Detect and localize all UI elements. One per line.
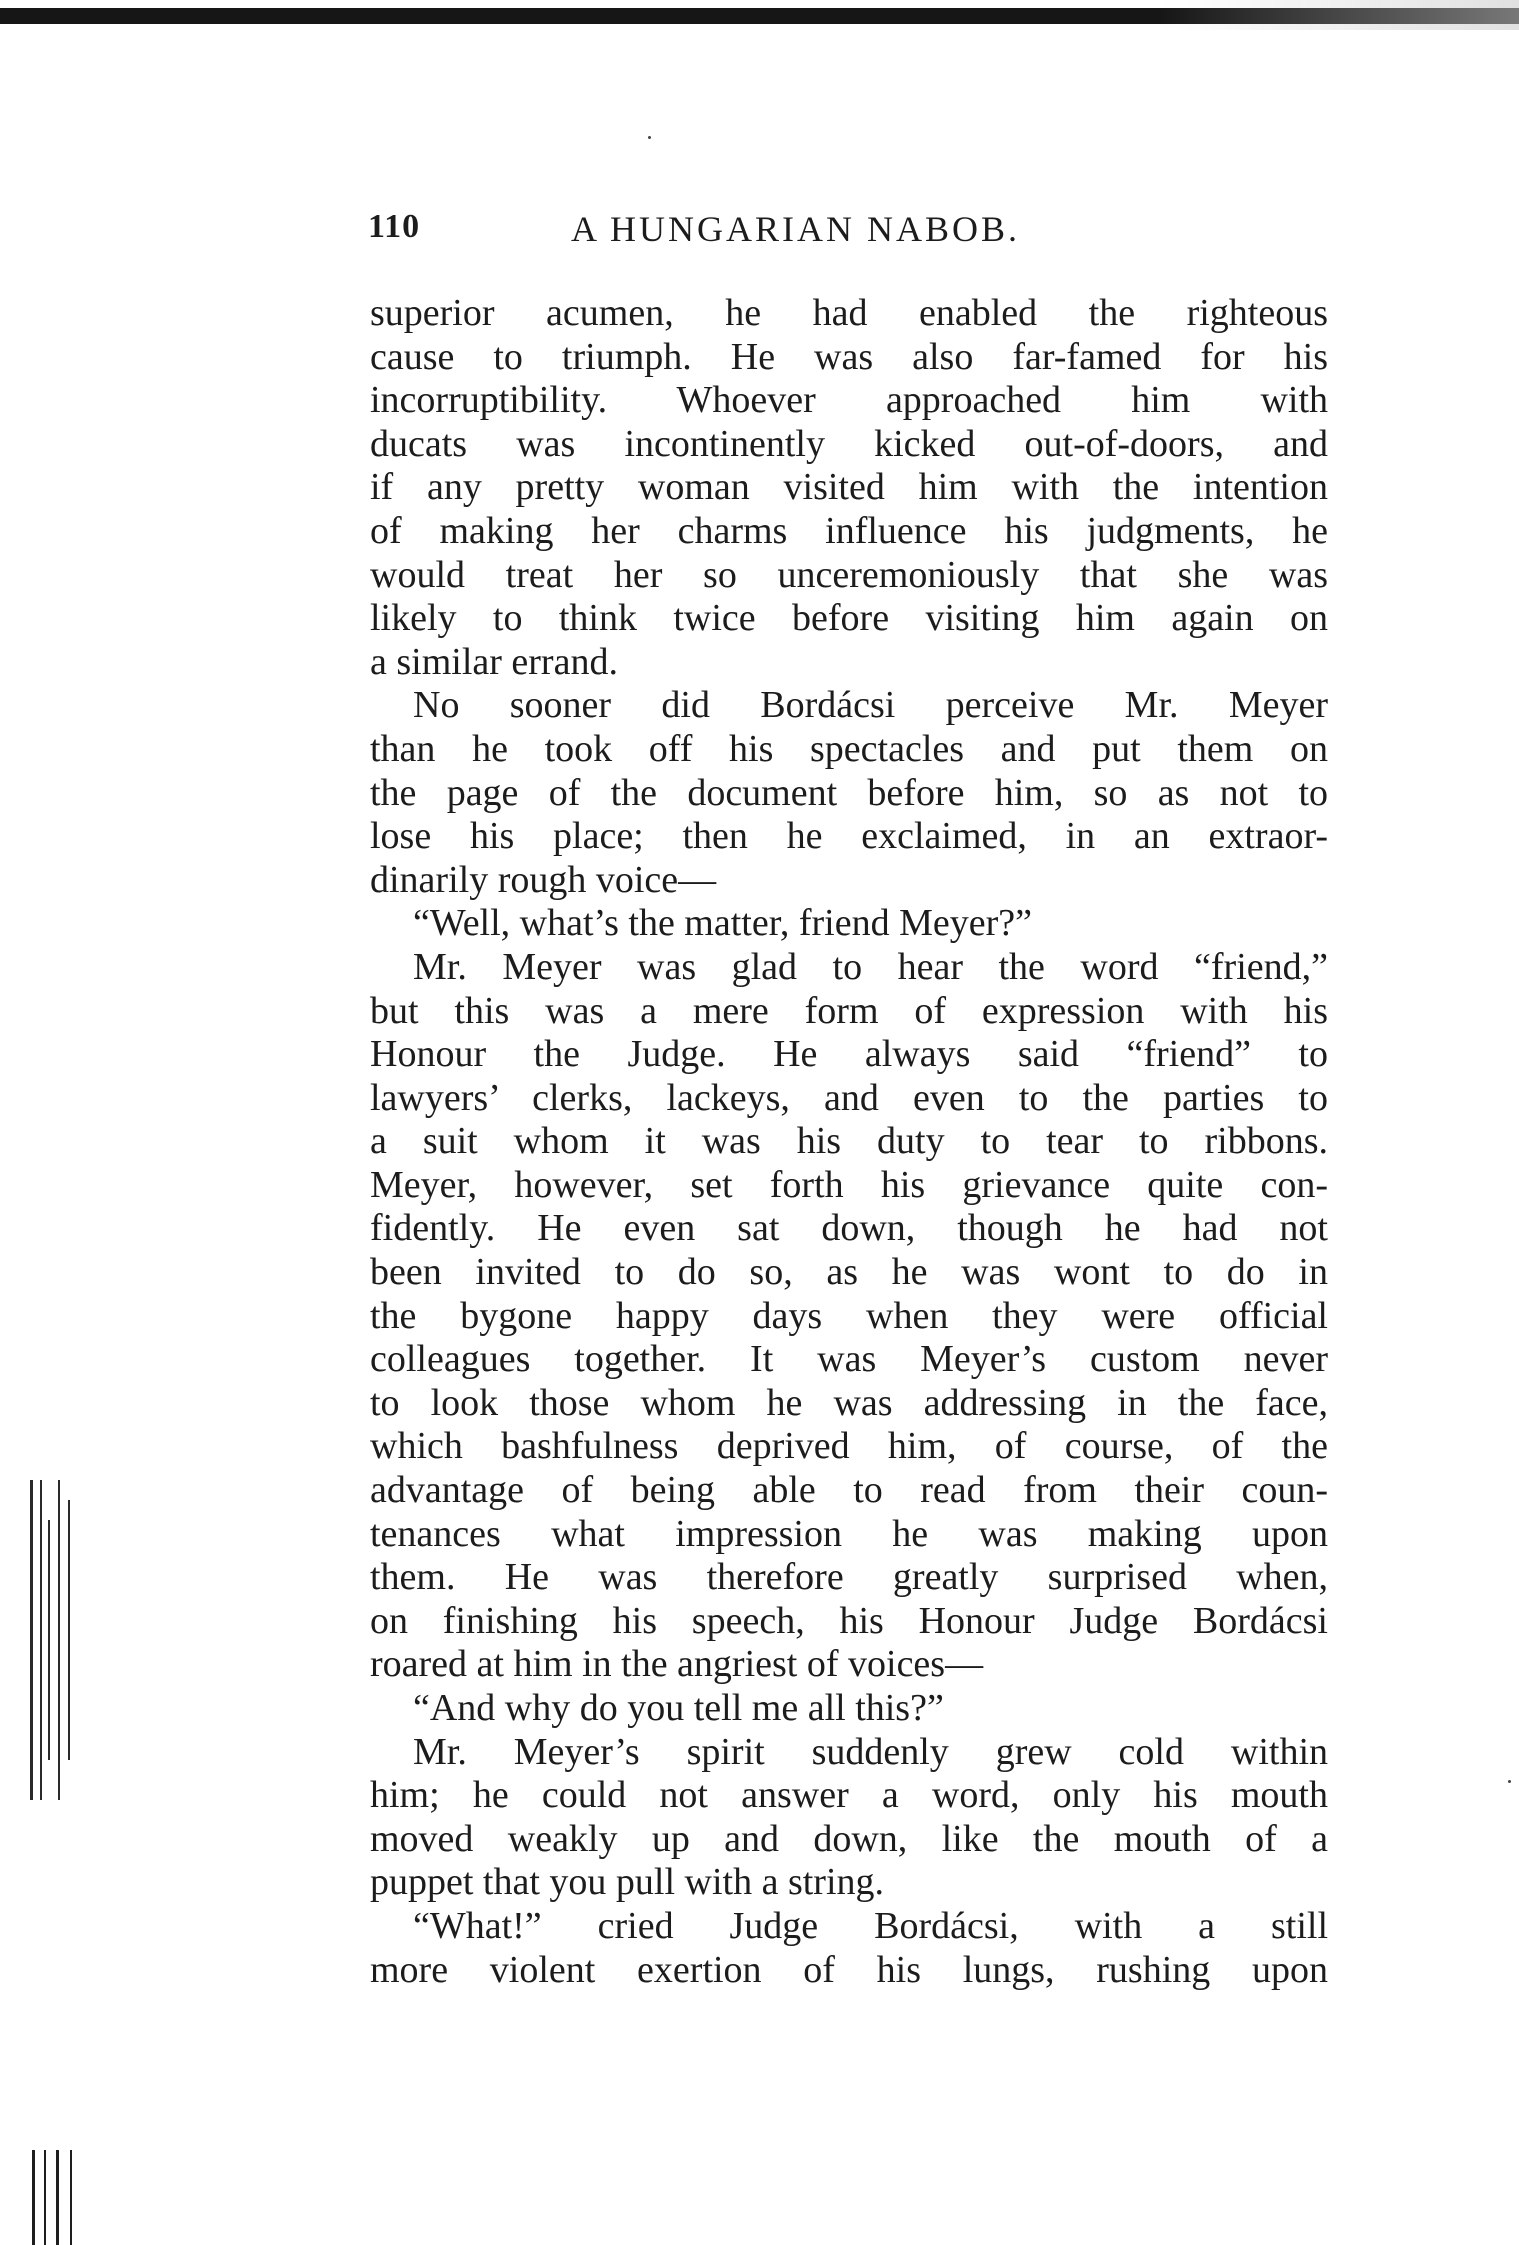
running-title: A HUNGARIAN NABOB. <box>571 209 1021 249</box>
scan-edge-fade <box>1159 0 1519 30</box>
text-line: on finishing his speech, his Honour Judge Bordácsi <box>370 1599 1328 1642</box>
text-line: ducats was incontinently kicked out-of-doors, and <box>370 422 1328 465</box>
text-line: “Well, what’s the matter, friend Meyer?” <box>413 902 1032 945</box>
binding-marks <box>26 1480 86 1800</box>
text-line: likely to think twice before visiting him again on <box>370 597 1328 640</box>
text-line: superior acumen, he had enabled the righteous <box>370 292 1328 334</box>
binding-mark <box>44 2150 46 2245</box>
binding-mark <box>30 1480 33 1800</box>
text-line: Mr. Meyer’s spirit suddenly grew cold within <box>413 1730 1328 1773</box>
text-line: them. He was therefore greatly surprised when, <box>370 1556 1328 1599</box>
text-line: roared at him in the angriest of voices— <box>370 1643 984 1686</box>
text-line: of making her charms influence his judgments, he <box>370 509 1328 552</box>
binding-mark <box>40 1480 42 1800</box>
text-line: been invited to do so, as he was wont to do in <box>370 1251 1328 1294</box>
text-line: “What!” cried Judge Bordácsi, with a still <box>413 1904 1328 1947</box>
binding-mark <box>58 1480 60 1800</box>
text-line: a similar errand. <box>370 640 618 683</box>
scan-speck <box>1508 1780 1511 1783</box>
text-line: tenances what impression he was making upon <box>370 1512 1328 1555</box>
text-line: moved weakly up and down, like the mouth of a <box>370 1817 1328 1860</box>
binding-mark <box>70 2150 72 2245</box>
text-line: fidently. He even sat down, though he had not <box>370 1207 1328 1250</box>
body-text <box>370 292 1328 1992</box>
text-line: a suit whom it was his duty to tear to ribbons. <box>370 1120 1328 1163</box>
text-line: more violent exertion of his lungs, rushing upon <box>370 1948 1328 1991</box>
binding-mark <box>56 2150 59 2245</box>
text-line: lose his place; then he exclaimed, in an extraor- <box>370 815 1328 858</box>
binding-mark <box>32 2150 35 2245</box>
text-line: him; he could not answer a word, only his mouth <box>370 1774 1328 1817</box>
text-line: dinarily rough voice— <box>370 858 717 901</box>
text-line: advantage of being able to read from their coun- <box>370 1469 1328 1512</box>
text-line: Meyer, however, set forth his grievance quite con- <box>370 1163 1328 1206</box>
text-line: to look those whom he was addressing in the face, <box>370 1381 1328 1424</box>
text-line: cause to triumph. He was also far-famed for his <box>370 335 1328 378</box>
text-line: than he took off his spectacles and put them on <box>370 727 1328 770</box>
text-line: No sooner did Bordácsi perceive Mr. Meyer <box>413 684 1328 727</box>
binding-mark <box>68 1500 70 1760</box>
scan-speck <box>648 136 651 139</box>
binding-marks-bottom <box>30 2150 90 2245</box>
text-line: which bashfulness deprived him, of course, of the <box>370 1425 1328 1468</box>
text-line: lawyers’ clerks, lackeys, and even to the parties to <box>370 1076 1328 1119</box>
text-line: colleagues together. It was Meyer’s custom never <box>370 1338 1328 1381</box>
text-line: Mr. Meyer was glad to hear the word “friend,” <box>413 945 1328 988</box>
text-line: but this was a mere form of expression with his <box>370 989 1328 1032</box>
binding-mark <box>48 1520 50 1760</box>
text-line: would treat her so unceremoniously that she was <box>370 553 1328 596</box>
text-line: “And why do you tell me all this?” <box>413 1687 944 1729</box>
text-line: the bygone happy days when they were official <box>370 1294 1328 1337</box>
text-line: incorruptibility. Whoever approached him with <box>370 379 1328 422</box>
page-header <box>368 208 1318 268</box>
text-line: puppet that you pull with a string. <box>370 1861 885 1904</box>
text-line: Honour the Judge. He always said “friend” to <box>370 1033 1328 1076</box>
text-line: if any pretty woman visited him with the intention <box>370 466 1328 509</box>
text-line: the page of the document before him, so as not to <box>370 771 1328 814</box>
page-number: 110 <box>368 208 421 245</box>
